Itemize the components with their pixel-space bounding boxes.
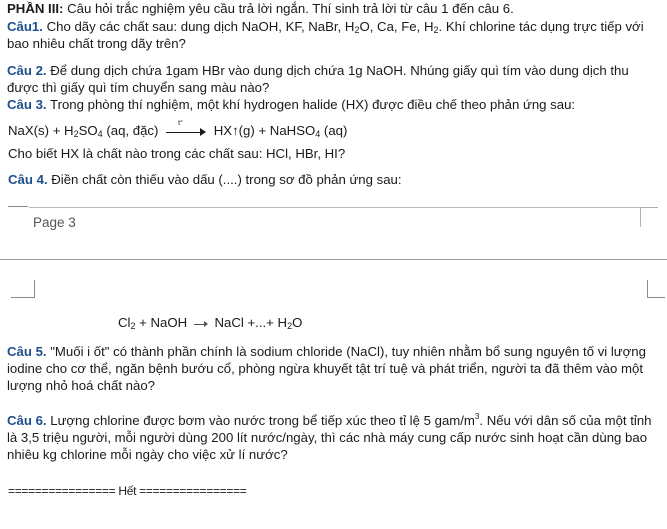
- part3-intro: [7, 0, 659, 17]
- subscript: 4: [97, 129, 103, 139]
- reaction-arrow: [166, 119, 206, 137]
- equation-reactant-cont: + NaOH: [135, 315, 188, 330]
- question-2-label: Câu 2.: [7, 63, 47, 78]
- equation-reactant-cont: SO: [78, 123, 98, 138]
- reaction-condition: t°: [178, 119, 183, 127]
- page-number-label: Page 3: [33, 215, 76, 230]
- question-2-text: Để dung dịch chứa 1gam HBr vào dung dịch chứa 1g NaOH. Nhúng giấy quì tím vào dung dịch thu được thì giấy quì tím chuyển sang màu nào?: [7, 63, 629, 95]
- page-corner-mark: [647, 280, 665, 298]
- equation-reactant: NaX(s) + H: [8, 123, 74, 138]
- equation-product-end: O: [292, 315, 303, 330]
- page-corner-mark: [640, 207, 658, 227]
- subscript: 4: [315, 129, 321, 139]
- equation-product-state: (aq): [320, 123, 348, 138]
- subscript: 2: [73, 129, 79, 139]
- question-4: [8, 171, 659, 188]
- part3-heading: PHẦN III:: [7, 1, 64, 16]
- question-6-text-end: . Nếu với dân số của một tỉnh là 3,5 triệu người, mỗi người dùng 200 lít nước/ngày, thì các nhà máy cung cấp nước sinh hoạt cần dùng bao nhiêu kg chlorine mỗi ngày cho việc xử lí nước?: [7, 413, 652, 462]
- question-4-label: Câu 4.: [8, 172, 48, 187]
- end-marker: ================ Hết ================: [8, 484, 247, 498]
- question-3-equation: [8, 119, 659, 139]
- page-corner-mark: [8, 206, 28, 226]
- equation-product: NaCl +...+ H: [214, 315, 288, 330]
- question-3-label: Câu 3.: [7, 97, 47, 112]
- page-break: [0, 203, 667, 321]
- question-6-label: Câu 6.: [7, 413, 47, 428]
- subscript: 2: [354, 25, 360, 35]
- question-3-question: Cho biết HX là chất nào trong các chất sau: HCl, HBr, HI?: [8, 146, 346, 161]
- question-6-text: Lượng chlorine được bơm vào nước trong bể tiếp xúc theo tỉ lệ 5 gam/m: [50, 413, 475, 428]
- question-4-text: Điền chất còn thiếu vào dấu (....) trong sơ đồ phản ứng sau:: [51, 172, 402, 187]
- equation-reactant: Cl: [118, 315, 131, 330]
- question-4-equation: [118, 314, 302, 331]
- equation-reactant-state: (aq, đặc): [102, 123, 159, 138]
- subscript: 2: [130, 321, 136, 331]
- reaction-arrow: [194, 320, 208, 328]
- equation-product: HX↑(g) + NaHSO: [213, 123, 316, 138]
- question-1: [7, 18, 659, 52]
- question-3-text: Trong phòng thí nghiệm, một khí hydrogen halide (HX) được điều chế theo phản ứng sau:: [50, 97, 576, 112]
- question-1-text: Cho dãy các chất sau: dung dịch NaOH, KF, NaBr, H: [46, 19, 355, 34]
- part3-intro-text: Câu hỏi trắc nghiệm yêu cầu trả lời ngắn. Thí sinh trả lời từ câu 1 đến câu 6.: [67, 1, 514, 16]
- page-corner-mark: [11, 280, 35, 298]
- page-bottom-edge: [29, 207, 650, 208]
- question-2: [7, 62, 659, 96]
- question-5-text: "Muối i ốt" có thành phần chính là sodium chloride (NaCl), tuy nhiên nhằm bổ sung nguyên tố vi lượng iodine cho cơ thể, ngăn bệnh bướu cổ, phòng ngừa khuyết tật trí tuệ và phát triển, người ta đã thêm vào một lượng nhỏ hoá chất nào?: [7, 344, 646, 393]
- question-3: [7, 96, 659, 113]
- question-1-text-end: . Khí chlorine tác dụng trực tiếp với bao nhiêu chất trong dãy trên?: [7, 19, 644, 51]
- page-separator: [0, 259, 667, 260]
- question-1-text-cont: O, Ca, Fe, H: [359, 19, 434, 34]
- question-5: [7, 343, 659, 394]
- subscript: 2: [433, 25, 439, 35]
- question-6: [7, 412, 659, 463]
- subscript: 2: [287, 321, 293, 331]
- question-5-label: Câu 5.: [7, 344, 47, 359]
- superscript: 3: [474, 412, 480, 421]
- question-1-label: Câu1.: [7, 19, 43, 34]
